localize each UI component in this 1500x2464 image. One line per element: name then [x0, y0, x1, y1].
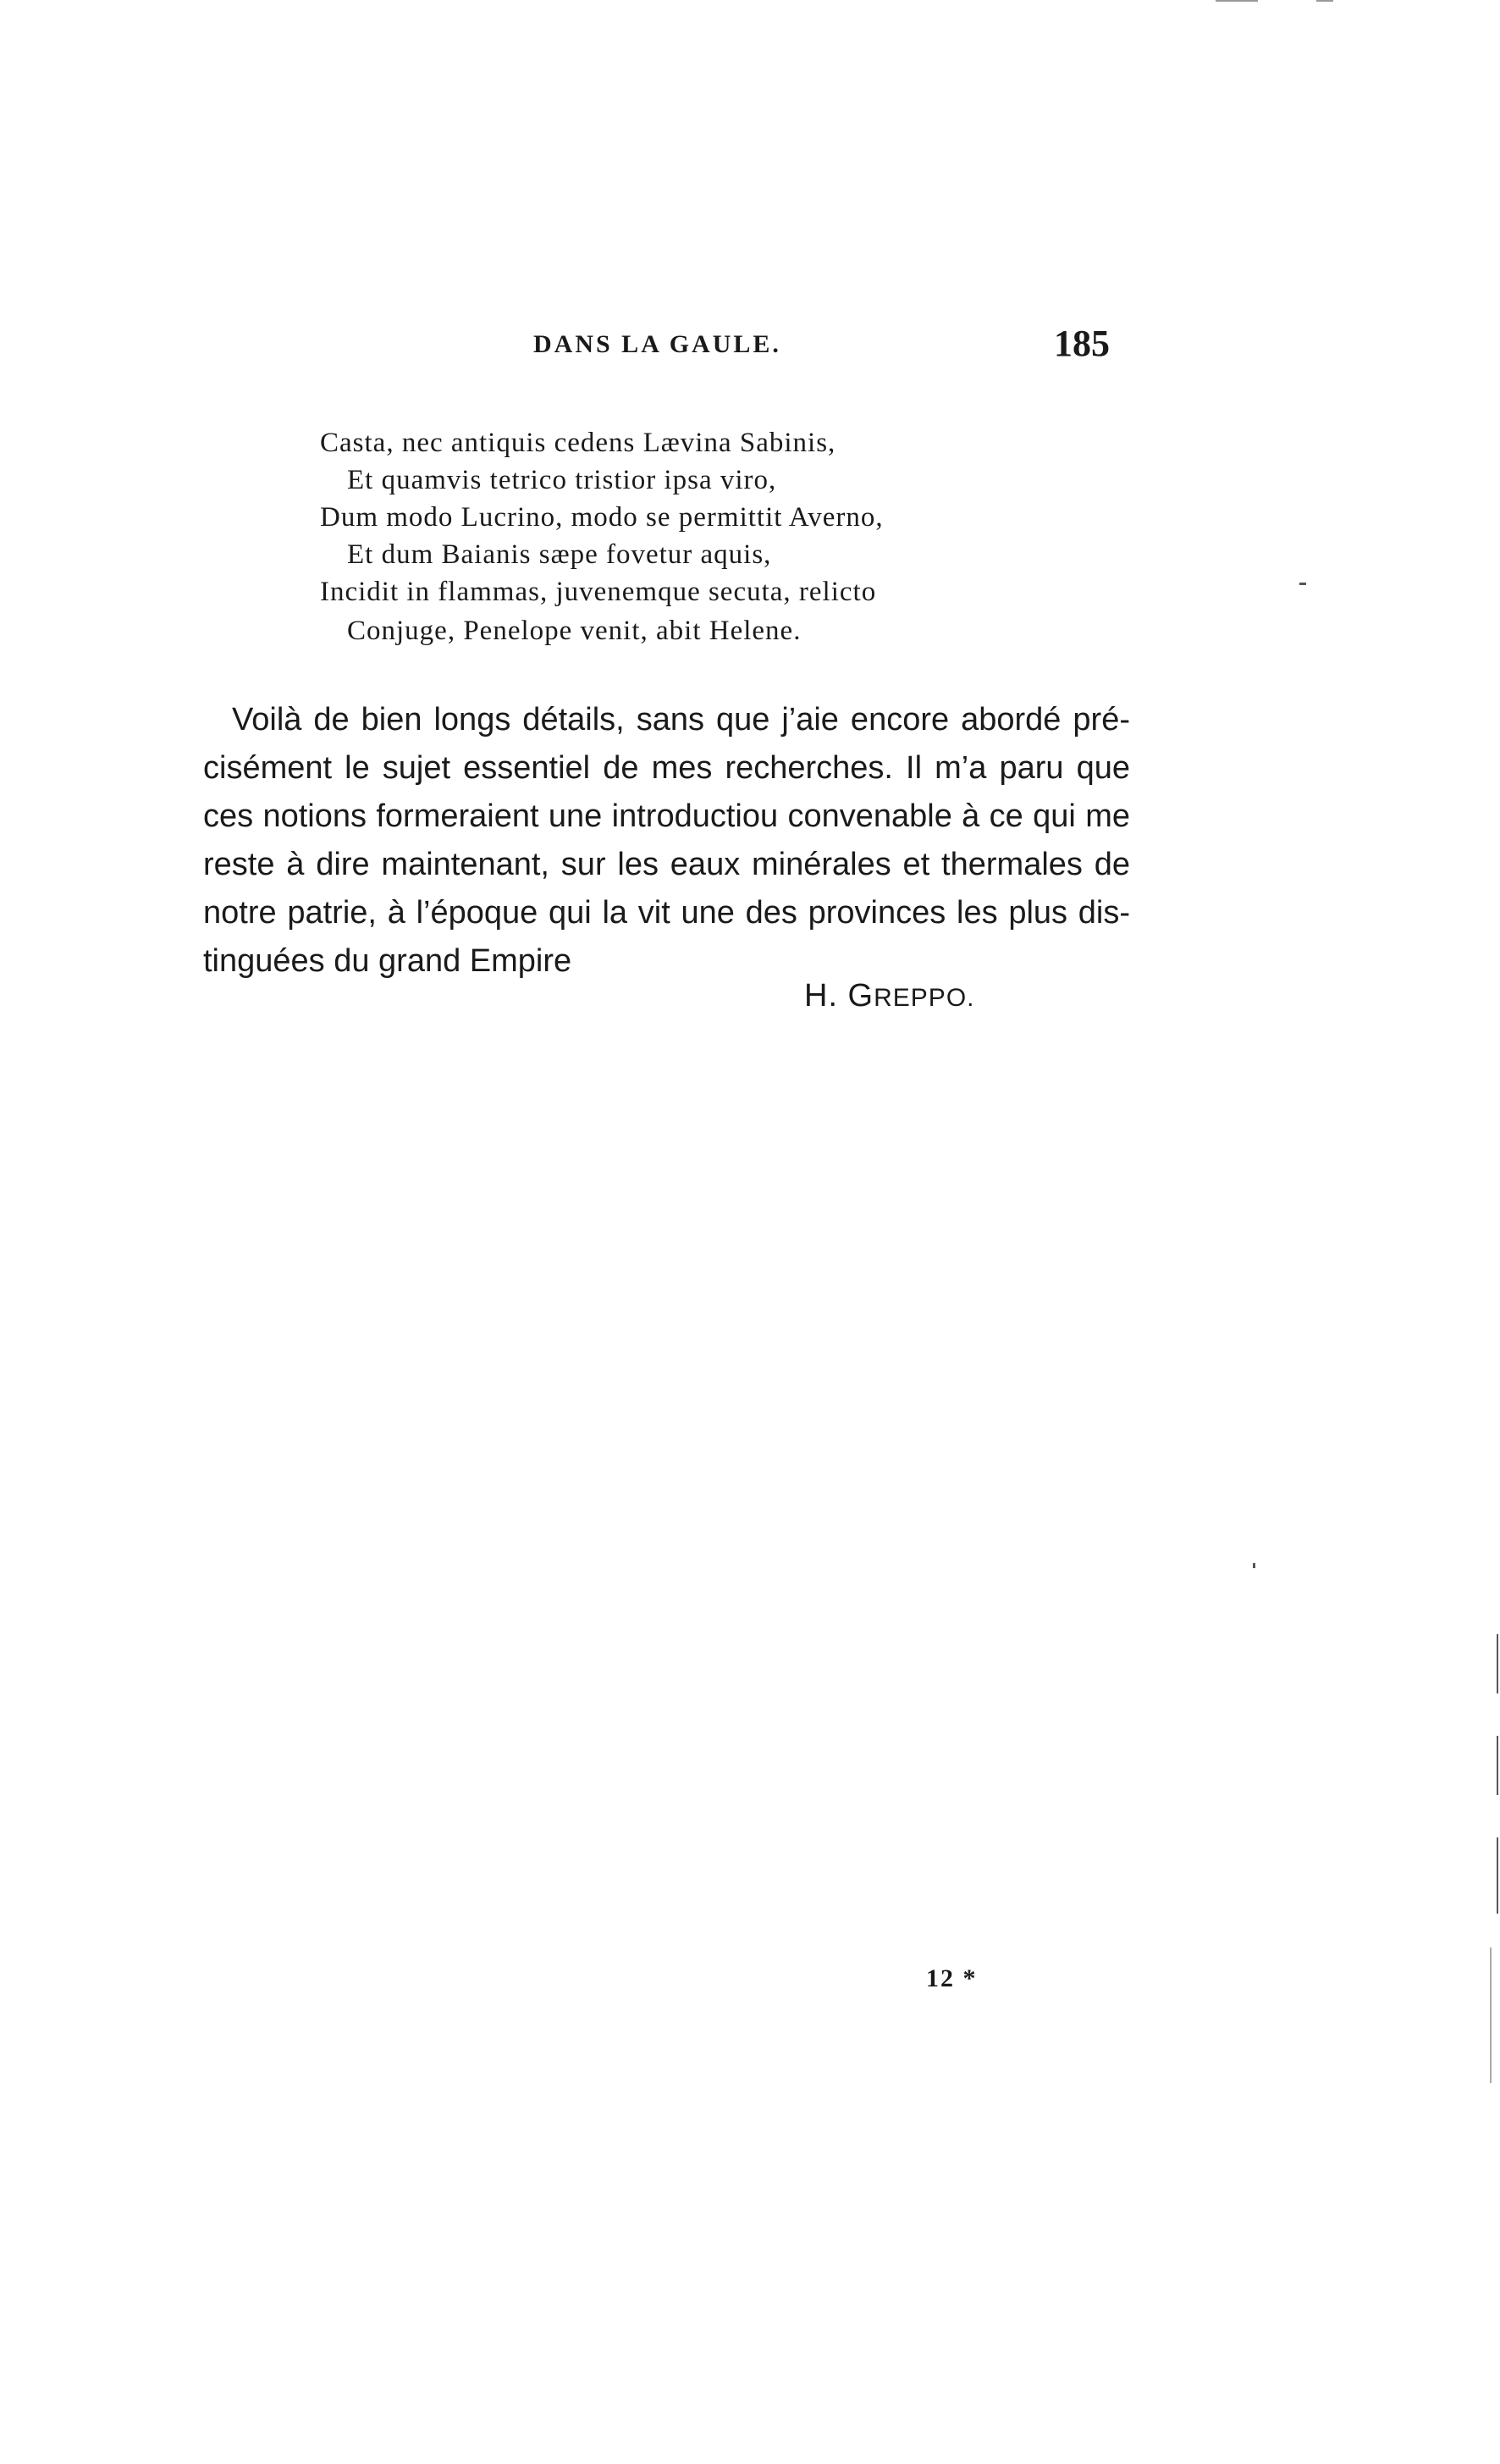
signature-initial: H. G [804, 978, 874, 1014]
scan-speck [1253, 1563, 1255, 1568]
body-paragraph [203, 696, 1130, 986]
paragraph-line: reste à dire maintenant, sur les eaux minérales et thermales de [203, 847, 1130, 882]
verse-line: Dum modo Lucrino, modo se permittit Averno, [320, 502, 884, 533]
paragraph-line: notre patrie, à l’époque qui la vit une des provinces les plus dis- [203, 895, 1130, 931]
printer-signature-mark: 12 * [926, 1964, 978, 1992]
paragraph-line: ces notions formeraient une introductiou convenable à ce qui me [203, 798, 1130, 834]
paragraph-line: cisément le sujet essentiel de mes recherches. Il m’a paru que [203, 750, 1130, 786]
running-title: DANS LA GAULE. [533, 330, 781, 358]
scan-edge-mark [1497, 1837, 1498, 1914]
page-number: 185 [1054, 323, 1110, 364]
scan-speck [1299, 583, 1306, 585]
verse-line: Conjuge, Penelope venit, abit Helene. [347, 616, 802, 646]
verse-line: Et dum Baianis sæpe fovetur aquis, [347, 539, 772, 570]
scan-edge-mark [1490, 1947, 1492, 2083]
paragraph-line: tinguées du grand Empire [203, 943, 572, 979]
verse-line: Et quamvis tetrico tristior ipsa viro, [347, 465, 777, 495]
scan-edge-mark [1216, 0, 1258, 2]
paragraph-line: Voilà de bien longs détails, sans que j’aie encore abordé pré- [232, 702, 1130, 738]
scan-edge-mark [1497, 1634, 1498, 1693]
signature-surname: REPPO. [874, 984, 975, 1012]
author-signature [804, 978, 975, 1014]
scan-edge-mark [1497, 1736, 1498, 1795]
verse-line: Casta, nec antiquis cedens Lævina Sabinis, [320, 428, 836, 458]
scan-edge-mark [1316, 0, 1333, 2]
verse-line: Incidit in flammas, juvenemque secuta, relicto [320, 577, 877, 607]
